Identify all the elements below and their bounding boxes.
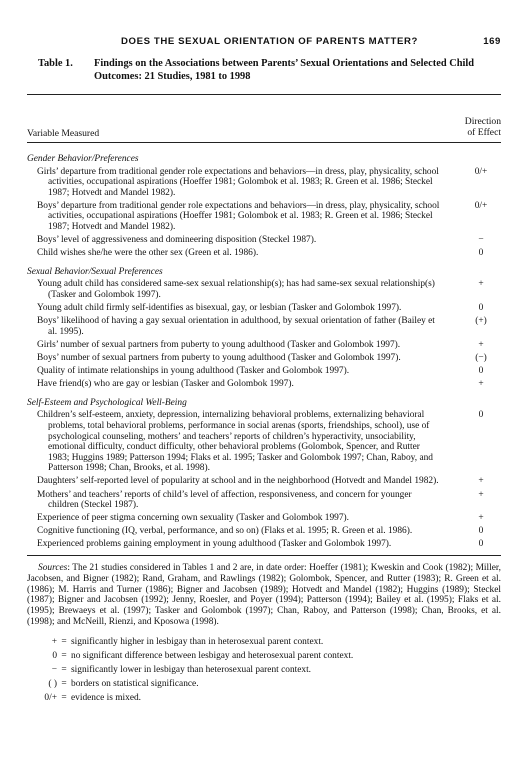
table-row [27, 379, 501, 390]
variable-measured: Have friend(s) who are gay or lesbian (Tasker and Golombok 1997). [37, 379, 294, 390]
direction-of-effect: 0 [478, 303, 484, 314]
table-row [27, 201, 501, 233]
key-symbol: ( ) [48, 678, 57, 689]
variable-measured: Boys’ departure from traditional gender role expectations and behaviors—in dress, play, physicality, school activities, occupational aspirations (Hoeffer 1981; Golombok et al. 1983; R. Green et al. 1986; Steckel 1987; Hotvedt and Mandel 1982). [37, 200, 440, 233]
table-row [27, 340, 501, 351]
table-number: Table 1. [38, 58, 73, 69]
table-row [27, 526, 501, 537]
variable-measured: Experienced problems gaining employment in young adulthood (Tasker and Golombok 1997). [37, 539, 392, 550]
sources-note [27, 563, 501, 628]
direction-of-effect: (−) [475, 353, 487, 363]
variable-measured: Mothers’ and teachers’ reports of child’s level of affection, responsiveness, and concern for younger children (Steckel 1987). [37, 489, 412, 511]
variable-measured: Children’s self-esteem, anxiety, depression, internalizing behavioral problems, externalizing behavioral problems, total behavioral problems, performance in social arenas (sports, friendships, school), use of psychological counseling, mothers’ and teachers’ reports of children’s hyperactivity, unsociability, emotional difficulty, conduct difficulty, other behavioral problems (Golombok, Spencer, and Rutter 1983; Huggins 1989; Patterson 1994; Flaks et al. 1995; Tasker and Golombok 1997; Chan, Raboy, and Patterson 1998; Chan, Brooks, et al. 1998). [37, 410, 433, 474]
column-header-direction-line2: of Effect [467, 127, 501, 138]
table-row [27, 410, 501, 474]
key-description: borders on statistical significance. [71, 678, 199, 689]
table-row [27, 539, 501, 550]
key-description: evidence is mixed. [71, 692, 142, 703]
key-row [33, 635, 501, 649]
section-heading: Sexual Behavior/Sexual Preferences [27, 266, 163, 277]
key-description: no significant difference between lesbigay and heterosexual parent context. [71, 650, 354, 661]
variable-measured: Cognitive functioning (IQ, verbal, performance, and so on) (Flaks et al. 1995; R. Green et al. 1986). [37, 526, 413, 537]
variable-measured: Child wishes she/he were the other sex (Green et al. 1986). [37, 248, 259, 259]
table-sections [27, 154, 501, 550]
key-description: significantly lower in lesbigay than heterosexual parent context. [71, 664, 312, 675]
key-symbol: 0 [52, 650, 57, 661]
section-heading: Gender Behavior/Preferences [27, 154, 139, 164]
key-equals: = [61, 650, 67, 661]
direction-of-effect: − [478, 235, 484, 246]
key-equals: = [61, 678, 67, 689]
column-header-direction [465, 116, 501, 138]
direction-of-effect: + [478, 339, 484, 350]
direction-of-effect: + [478, 476, 484, 487]
variable-measured: Young adult child has considered same-sex sexual relationship(s); has had same-sex sexual relationship(s) (Tasker and Golombok 1997). [37, 279, 435, 301]
sources-text: : The 21 studies considered in Tables 1 and 2 are, in date order: Hoeffer (1981); Kweskin and Cook (1982); Miller, Jacobsen, and Bigner (1982); Rand, Graham, and Rawlings (1982); Golombok, Spencer, and Rutter (1983); R. Green et al. (1986); M. Harris and Turner (1986); Bigner and Jacobsen (1989); Hotvedt and Mandel (1982); Huggins (1989); Steckel (1987); Bigner and Jacobsen (1992); Jenny, Roesler, and Poyer (1994); Patterson (1994); Bailey et al. (1995); Flaks et al. (1995); Brewaeys et al. (1997); Tasker and Golombok (1997); Chan, Raboy, and Patterson (1998); Chan, Brooks, et al. (1998); and McNeill, Rienzi, and Kposowa (1998). [27, 563, 501, 627]
key-row [33, 649, 501, 663]
direction-of-effect: (+) [475, 316, 487, 327]
key-equals: = [61, 692, 67, 703]
key-equals: = [61, 664, 67, 675]
bottom-rule [27, 555, 501, 556]
section-heading: Self-Esteem and Psychological Well-Being [27, 397, 187, 408]
header-rule [27, 142, 501, 143]
direction-of-effect: + [478, 379, 484, 390]
variable-measured: Young adult child firmly self-identifies as bisexual, gay, or lesbian (Tasker and Golombok 1997). [37, 303, 402, 314]
table-row [27, 316, 501, 337]
column-header-variable: Variable Measured [27, 128, 100, 139]
direction-of-effect: 0 [478, 526, 484, 537]
variable-measured: Quality of intimate relationships in young adulthood (Tasker and Golombok 1997). [37, 366, 350, 377]
key-row [33, 663, 501, 677]
key-symbol: − [51, 664, 57, 675]
symbol-key [27, 635, 501, 705]
table-row [27, 167, 501, 199]
direction-of-effect: 0 [478, 410, 484, 421]
table-row [27, 490, 501, 511]
variable-measured: Daughters’ self-reported level of popularity at school and in the neighborhood (Hotvedt and Mandel 1982). [37, 476, 439, 487]
table-title [38, 57, 498, 83]
direction-of-effect: 0 [478, 248, 484, 259]
running-head [121, 36, 501, 47]
page-number: 169 [483, 36, 501, 47]
sources-label: Sources [38, 563, 68, 573]
direction-of-effect: + [478, 513, 484, 524]
table-row [27, 513, 501, 524]
top-rule [27, 94, 501, 95]
variable-measured: Boys’ level of aggressiveness and domineering disposition (Steckel 1987). [37, 235, 317, 246]
key-row [33, 691, 501, 705]
table-row [27, 303, 501, 314]
key-symbol: + [51, 636, 57, 647]
variable-measured: Girls’ departure from traditional gender role expectations and behaviors—in dress, play, physicality, school activities, occupational aspirations (Hoeffer 1981; Golombok et al. 1983; R. Green et al. 1986; Steckel 1987; Hotvedt and Mandel 1982). [37, 166, 439, 198]
table-row [27, 235, 501, 246]
direction-of-effect: 0 [478, 539, 484, 550]
running-title: DOES THE SEXUAL ORIENTATION OF PARENTS MATTER? [121, 36, 418, 47]
direction-of-effect: + [478, 279, 484, 290]
table-title-line1: Findings on the Associations between Parents’ Sexual Orientations and Selected Child [94, 58, 475, 69]
table-row [27, 366, 501, 377]
direction-of-effect: 0 [478, 366, 484, 377]
variable-measured: Girls’ number of sexual partners from puberty to young adulthood (Tasker and Golombok 1997). [37, 339, 401, 350]
variable-measured: Boys’ number of sexual partners from puberty to young adulthood (Tasker and Golombok 1997). [37, 353, 401, 363]
table-row [27, 279, 501, 300]
column-header-direction-line1: Direction [464, 116, 501, 127]
table-row [27, 353, 501, 364]
key-equals: = [61, 636, 67, 647]
key-row [33, 677, 501, 691]
variable-measured: Boys’ likelihood of having a gay sexual orientation in adulthood, by sexual orientation of father (Bailey et al. 1995). [37, 316, 435, 337]
direction-of-effect: 0/+ [474, 166, 488, 177]
table-body [27, 154, 501, 705]
key-symbol: 0/+ [44, 692, 57, 703]
direction-of-effect: 0/+ [474, 200, 488, 211]
key-description: significantly higher in lesbigay than in heterosexual parent context. [71, 636, 324, 647]
variable-measured: Experience of peer stigma concerning own sexuality (Tasker and Golombok 1997). [37, 513, 350, 524]
direction-of-effect: + [478, 489, 484, 500]
table-row [27, 476, 501, 487]
table-row [27, 248, 501, 259]
table-title-line2: Outcomes: 21 Studies, 1981 to 1998 [94, 71, 251, 82]
